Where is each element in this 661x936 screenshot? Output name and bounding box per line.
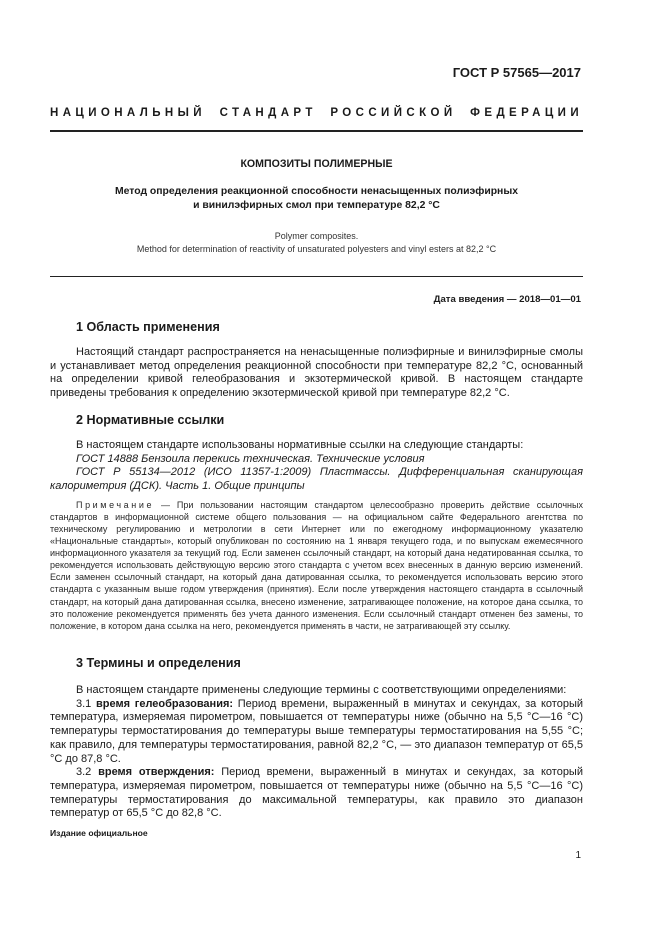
introduction-date: Дата введения — 2018—01—01 <box>433 294 581 305</box>
note-label: Примечание <box>76 499 155 510</box>
term-3-1-number: 3.1 <box>76 697 92 710</box>
edition-label: Издание официальное <box>50 828 148 838</box>
term-3-1-definition: Период времени, выраженный в минутах и секундах, за который температура, измеряемая пирометром, повышается от температуры ниже (обычно на 5,5 °С—16 °С) температуры термостатирования до температуры выше температуры термостатирования на 5,55 °С; как правило, для температуры термостатирования, равной 82,2 °С, — это диапазон температур от 65,5 °С до 87,8 °С. <box>50 697 583 765</box>
subtitle-line-2: и винилэфирных смол при температуре 82,2 °С <box>193 200 440 211</box>
section-2-body <box>50 439 583 632</box>
section-1-heading: 1 Область применения <box>76 320 220 334</box>
term-3-2-definition: Период времени, выраженный в минутах и секундах, за который температура, измеряемая пирометром, повышается от температуры ниже (обычно на 5,5 °С—16 °С) температуры термостатирования до максимальной температуры, как правило это диапазон температур от 65,5 °С до 82,8 °С. <box>50 766 583 820</box>
english-title-line-2: Method for determination of reactivity of unsaturated polyesters and vinyl esters at 82,2 °C <box>136 244 497 254</box>
page-number: 1 <box>575 850 581 861</box>
standard-subtitle <box>50 185 583 213</box>
section-3-intro: В настоящем стандарте применены следующие термины с соответствующими определениями: <box>76 684 567 696</box>
section-2-heading: 2 Нормативные ссылки <box>76 413 225 427</box>
standard-title: КОМПОЗИТЫ ПОЛИМЕРНЫЕ <box>240 158 393 170</box>
note-text: — При пользовании настоящим стандартом целесообразно проверить действие ссылочных стандартов в информационной системе общего пользования — на официальном сайте Федерального агентства по техническому регулированию и метрологии в сети Интернет или по ежегодному информационному указателю «Национальные стандарты», который опубликован по состоянию на 1 января текущего года, и по выпускам ежемесячного информационного указателя за текущий год. Если заменен ссылочный стандарт, на который дана недатированная ссылка, то рекомендуется использовать действующую версию этого стандарта с учетом всех внесенных в данную версию изменений. Если заменен ссылочный стандарт, на который дана датированная ссылка, то рекомендуется использовать версию этого стандарта с указанным выше годом утверждения (принятия). Если после утверждения настоящего стандарта в ссылочный стандарт, на который дана датированная ссылка, внесено изменение, затрагивающее положение, на которое дана ссылка, то это положение рекомендуется применять без учета данного изменения. Если ссылочный стандарт отменен без замены, то положение, в котором дана ссылка на него, рекомендуется применять в части, не затрагивающей эту ссылку. <box>50 499 583 631</box>
reference-gost-14888: ГОСТ 14888 Бензоила перекись техническая. Технические условия <box>76 452 425 465</box>
national-standard-banner: НАЦИОНАЛЬНЫЙ СТАНДАРТ РОССИЙСКОЙ ФЕДЕРАЦИИ <box>50 107 583 119</box>
section-1-body <box>50 346 583 401</box>
english-title-line-1: Polymer composites. <box>274 231 359 241</box>
term-3-1 <box>50 698 583 767</box>
section-2-note <box>50 499 583 632</box>
title-rule <box>50 276 583 277</box>
header-rule <box>50 130 583 132</box>
term-3-2-number: 3.2 <box>76 766 92 779</box>
document-code: ГОСТ Р 57565—2017 <box>452 65 581 80</box>
section-2-intro: В настоящем стандарте использованы нормативные ссылки на следующие стандарты: <box>76 439 524 451</box>
reference-gost-r-55134: ГОСТ Р 55134—2012 (ИСО 11357-1:2009) Пластмассы. Дифференциальная сканирующая калориметрия (ДСК). Часть 1. Общие принципы <box>50 466 583 493</box>
term-3-1-name: время гелеобразования: <box>96 697 234 710</box>
english-title <box>50 230 583 256</box>
section-3-body <box>50 684 583 821</box>
term-3-2-name: время отверждения: <box>98 766 215 779</box>
term-3-2 <box>50 766 583 821</box>
section-1-text: Настоящий стандарт распространяется на ненасыщенные полиэфирные и винилэфирные смолы и устанавливает метод определения реакционной способности при температуре 82,2 °С, основанный на определении кривой гелеобразования и экзотермической кривой. В настоящем стандарте приведены требования к определению экзотермической кривой при температуре 82,2 °С. <box>50 346 583 400</box>
section-3-heading: 3 Термины и определения <box>76 656 241 670</box>
subtitle-line-1: Метод определения реакционной способности ненасыщенных полиэфирных <box>114 186 518 197</box>
